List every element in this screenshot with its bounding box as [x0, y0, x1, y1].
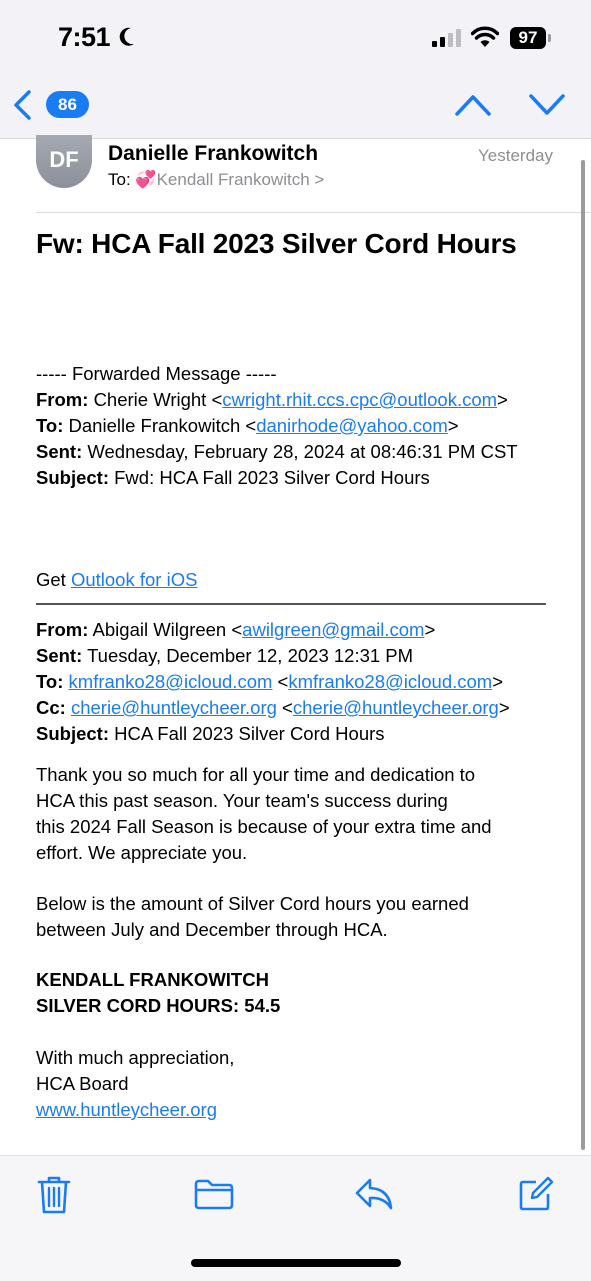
reply-icon[interactable]: [354, 1177, 394, 1211]
email-link[interactable]: danirhode@yahoo.com: [256, 415, 448, 436]
chevron-right-icon[interactable]: >: [314, 170, 325, 189]
email-link[interactable]: cherie@huntleycheer.org: [70, 697, 277, 718]
home-indicator[interactable]: [191, 1259, 401, 1267]
email-link[interactable]: cherie@huntleycheer.org: [292, 697, 499, 718]
recipient-name[interactable]: Kendall Frankowitch: [156, 170, 310, 189]
trash-icon[interactable]: [37, 1175, 71, 1215]
forwarded-marker: ----- Forwarded Message -----: [36, 363, 277, 384]
signal-icon: [432, 29, 462, 47]
student-name: KENDALL FRANKOWITCH: [36, 969, 269, 990]
folder-icon[interactable]: [194, 1178, 234, 1210]
moon-icon: [118, 26, 136, 48]
message-paragraph-2: Below is the amount of Silver Cord hours you earned between July and December through HCA.: [36, 893, 469, 940]
message-paragraph-1: Thank you so much for all your time and dedication to HCA this past season. Your team's success during this 2024 Fall Season is because of your extra time and effort. We appreciate you.: [36, 764, 492, 863]
email-link[interactable]: awilgreen@gmail.com: [242, 619, 425, 640]
forwarded-from: From: Cherie Wright <cwright.rhit.ccs.cpc@outlook.com>: [36, 389, 508, 410]
original-sent: Sent: Tuesday, December 12, 2023 12:31 PM: [36, 645, 414, 666]
email-link[interactable]: kmfranko28@icloud.com: [68, 671, 273, 692]
email-date: Yesterday: [478, 146, 553, 165]
battery-indicator: 97: [510, 27, 546, 49]
outlook-link[interactable]: Outlook for iOS: [70, 569, 198, 590]
recipient-line[interactable]: [108, 170, 324, 190]
original-to: To: kmfranko28@icloud.com <kmfranko28@icloud.com>: [36, 671, 504, 692]
email-link[interactable]: cwright.rhit.ccs.cpc@outlook.com: [222, 389, 498, 410]
compose-icon[interactable]: [518, 1176, 554, 1212]
heart-emoji-icon: 💞: [135, 170, 157, 189]
sender-name[interactable]: Danielle Frankowitch: [108, 142, 319, 165]
get-outlook-line: Get Outlook for iOS: [36, 569, 198, 590]
scrollbar[interactable]: [581, 160, 585, 1150]
original-header-block: [36, 617, 510, 747]
battery-cap: [548, 34, 551, 42]
down-chevron-icon[interactable]: [528, 93, 566, 117]
status-time: 7:51: [58, 22, 111, 52]
forwarded-to: To: Danielle Frankowitch <danirhode@yahoo.com>: [36, 415, 459, 436]
wifi-icon: [471, 26, 499, 48]
header-divider: [36, 212, 591, 213]
forwarded-header-block: [36, 361, 518, 491]
original-subject: Subject: HCA Fall 2023 Silver Cord Hours: [36, 723, 385, 744]
horizontal-rule: [36, 603, 546, 605]
to-label: To:: [108, 170, 131, 189]
email-link[interactable]: kmfranko28@icloud.com: [288, 671, 493, 692]
original-from: From: Abigail Wilgreen <awilgreen@gmail.com>: [36, 619, 436, 640]
website-link[interactable]: www.huntleycheer.org: [36, 1099, 217, 1120]
original-cc: Cc: cherie@huntleycheer.org <cherie@huntleycheer.org>: [36, 697, 510, 718]
back-chevron-icon[interactable]: [10, 88, 36, 122]
top-bar: [0, 0, 591, 139]
unread-count-badge[interactable]: 86: [46, 91, 89, 118]
forwarded-sent: Sent: Wednesday, February 28, 2024 at 08:46:31 PM CST: [36, 441, 518, 462]
hours-value: SILVER CORD HOURS: 54.5: [36, 995, 281, 1016]
up-chevron-icon[interactable]: [454, 93, 492, 117]
hours-summary: [36, 967, 280, 1019]
sender-avatar: DF: [36, 135, 92, 188]
email-subject: Fw: HCA Fall 2023 Silver Cord Hours: [36, 228, 517, 259]
forwarded-subject: Subject: Fwd: HCA Fall 2023 Silver Cord Hours: [36, 467, 430, 488]
signature-block: With much appreciation, HCA Board www.huntleycheer.org: [36, 1047, 235, 1120]
